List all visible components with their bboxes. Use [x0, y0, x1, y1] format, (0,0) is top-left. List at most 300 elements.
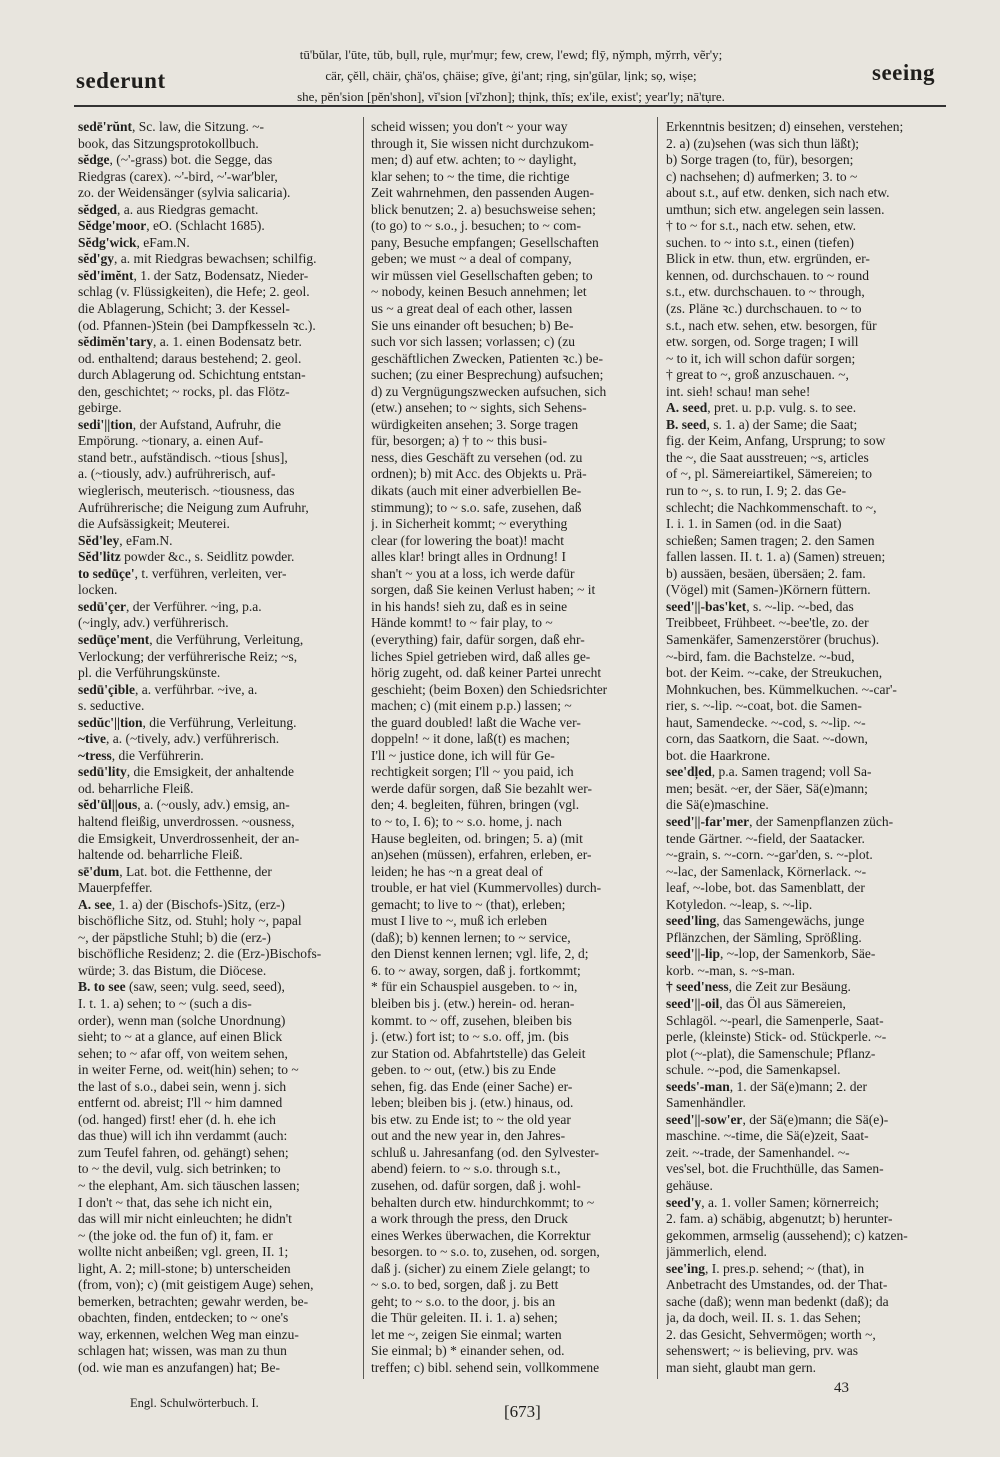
- dictionary-line: [666, 599, 946, 616]
- dictionary-line: [371, 466, 650, 483]
- line-content: [371, 1244, 600, 1261]
- column-middle: [371, 119, 650, 1377]
- dictionary-line: [78, 864, 357, 881]
- line-content: [666, 715, 866, 732]
- entry-text: I don't ~ that, das sehe ich nicht ein,: [78, 1194, 273, 1210]
- dictionary-line: [371, 1211, 650, 1228]
- line-content: [78, 599, 262, 616]
- line-content: [371, 979, 577, 996]
- dictionary-line: [666, 665, 946, 682]
- dictionary-line: [666, 698, 946, 715]
- line-content: [78, 1079, 286, 1096]
- dictionary-line: [371, 169, 650, 186]
- entry-text: bischöfliche Residenz; 2. die (Erz-)Bischofs-: [78, 946, 322, 962]
- entry-text: ~-grain, s. ~-corn. ~-gar'den, s. ~-plot.: [666, 847, 873, 863]
- dictionary-line: [666, 880, 946, 897]
- dictionary-line: [666, 715, 946, 732]
- headword: B. to see: [78, 979, 126, 995]
- dictionary-line: [78, 1029, 357, 1046]
- line-content: [78, 251, 316, 268]
- entry-text: Kotyledon. ~-leap, s. ~-lip.: [666, 896, 813, 912]
- line-content: [371, 1161, 561, 1178]
- headword: sedū'çible: [78, 681, 136, 697]
- headword: seed'||-oil: [666, 995, 720, 1011]
- line-content: [666, 748, 770, 765]
- entry-text: bischöfliche Sitz, od. Stuhl; holy ~, papal: [78, 913, 302, 929]
- dictionary-line: [78, 218, 357, 235]
- line-content: [666, 797, 769, 814]
- entry-text: (daß); b) kennen lernen; to ~ service,: [371, 929, 571, 945]
- entry-text: , die Emsigkeit, der anhaltende: [126, 764, 294, 780]
- dictionary-line: [371, 582, 650, 599]
- dictionary-line: [78, 748, 357, 765]
- entry-text: ~, der päpstliche Stuhl; b) die (erz-): [78, 929, 271, 945]
- entry-text: besorgen. to ~ s.o. to, zusehen, od. sorgen,: [371, 1244, 600, 1260]
- line-content: [78, 433, 263, 450]
- dictionary-line: [78, 1228, 357, 1245]
- dictionary-line: [666, 1062, 946, 1079]
- entry-text: Hände kommt! to ~ fair play, to ~: [371, 615, 553, 631]
- line-content: [666, 1228, 908, 1245]
- entry-text: kommt. to ~ off, zusehen, bleiben bis: [371, 1012, 572, 1028]
- line-content: [666, 996, 846, 1013]
- dictionary-line: [666, 1211, 946, 1228]
- dictionary-line: [666, 566, 946, 583]
- entry-text: 2. a) (zu)sehen (was sich thun läßt);: [666, 135, 860, 151]
- dictionary-line: [666, 781, 946, 798]
- entry-text: about s.t., auf etw. denken, sich nach etw.: [666, 185, 890, 201]
- line-content: [371, 136, 594, 153]
- entry-text: Samenkäfer, Samenzerstörer (bruchus).: [666, 631, 880, 647]
- entry-text: den; 4. begleiten, führen, bringen (vgl.: [371, 797, 580, 813]
- line-content: [78, 284, 310, 301]
- entry-text: b) aussäen, besäen, übersäen; 2. fam.: [666, 565, 866, 581]
- entry-text: to ~ to, I. 6); to ~ s.o. home, j. nach: [371, 813, 562, 829]
- entry-text: , Sc. law, die Sitzung. ~-: [132, 119, 265, 134]
- entry-text: dikats (auch mit einer adverbiellen Be-: [371, 483, 582, 499]
- line-content: [371, 1145, 599, 1162]
- entry-text: zeit. ~-trade, der Samenhandel. ~-: [666, 1144, 850, 1160]
- entry-text: ordnen); b) mit Acc. des Objekts u. Prä-: [371, 466, 587, 482]
- entry-text: (everything) fair, dafür sorgen, daß ehr-: [371, 631, 585, 647]
- entry-text: eines Werkes überwachen, die Korrektur: [371, 1227, 591, 1243]
- line-content: [371, 417, 578, 434]
- dictionary-line: [78, 516, 357, 533]
- line-content: [371, 334, 575, 351]
- line-content: [78, 1310, 288, 1327]
- line-content: [666, 1161, 884, 1178]
- dictionary-line: [666, 334, 946, 351]
- line-content: [371, 566, 575, 583]
- entry-text: d) zu Vergnügungszwecken aufsuchen, sich: [371, 383, 607, 399]
- headword: Sĕdge'moor: [78, 218, 147, 234]
- dictionary-line: [78, 549, 357, 566]
- dictionary-line: [371, 417, 650, 434]
- dictionary-line: [78, 649, 357, 666]
- entry-text: hörig zugeht, od. daß keiner Partei unrecht: [371, 665, 602, 681]
- line-content: [371, 500, 582, 517]
- dictionary-line: [371, 682, 650, 699]
- line-content: [666, 367, 849, 384]
- entry-text: leben; bleiben bis j. (etw.) hinaus, od.: [371, 1095, 574, 1111]
- dictionary-line: [371, 533, 650, 550]
- line-content: [371, 351, 603, 368]
- line-content: [371, 764, 574, 781]
- headword: seed'||-far'mer: [666, 813, 750, 829]
- entry-text: haltend fleißig, unverdrossen. ~ousness,: [78, 813, 295, 829]
- line-content: [666, 1310, 861, 1327]
- entry-text: an)sehen (müssen), erfahren, erleben, er-: [371, 847, 592, 863]
- headword: sedi'||tion: [78, 416, 133, 432]
- line-content: [371, 963, 581, 980]
- line-content: [666, 847, 873, 864]
- dictionary-line: [666, 152, 946, 169]
- dictionary-line: [78, 1145, 357, 1162]
- line-content: [371, 202, 596, 219]
- entry-text: trouble, er hat viel (Kummervolles) durch-: [371, 880, 602, 896]
- entry-text: man sieht, glaubt man gern.: [666, 1360, 816, 1376]
- dictionary-line: [666, 582, 946, 599]
- line-content: [78, 1327, 299, 1344]
- dictionary-line: [666, 1112, 946, 1129]
- line-content: [78, 1112, 276, 1129]
- entry-text: schlecht; die Nachkommenschaft. to ~,: [666, 499, 877, 515]
- entry-text: pany, Besuche empfangen; Gesellschaften: [371, 234, 599, 250]
- line-content: [371, 1095, 573, 1112]
- line-content: [78, 781, 193, 798]
- dictionary-line: [78, 1310, 357, 1327]
- line-content: [78, 831, 299, 848]
- line-content: [78, 500, 309, 517]
- page-number: [673]: [504, 1402, 541, 1421]
- entry-text: , der Sä(e)mann; die Sä(e)-: [742, 1111, 889, 1127]
- footer-signature: Engl. Schulwörterbuch. I.: [130, 1396, 259, 1410]
- entry-text: , t. verführen, verleiten, ver-: [134, 565, 287, 581]
- headword: Sĕd'litz: [78, 549, 121, 565]
- entry-text: geben; we must ~ a deal of company,: [371, 251, 572, 267]
- entry-text: kennen, od. durchschauen. to ~ round: [666, 267, 870, 283]
- line-content: [666, 665, 882, 682]
- dictionary-line: [666, 996, 946, 1013]
- dictionary-line: [78, 1046, 357, 1063]
- dictionary-line: [371, 847, 650, 864]
- entry-text: † great to ~, groß anzuschauen. ~,: [666, 367, 849, 383]
- entry-text: leaf, ~-lobe, bot. das Samenblatt, der: [666, 880, 865, 896]
- dictionary-line: [78, 698, 357, 715]
- column-divider: [363, 117, 364, 1379]
- line-content: [78, 301, 290, 318]
- line-content: [666, 384, 810, 401]
- entry-text: geschäftlichen Zwecken, Patienten ꝛc.) be-: [371, 350, 604, 366]
- column-right: [666, 119, 946, 1377]
- line-content: [78, 483, 295, 500]
- entry-text: , eO. (Schlacht 1685).: [146, 218, 265, 234]
- line-content: [666, 764, 871, 781]
- line-content: [78, 1128, 287, 1145]
- entry-text: etw. sorgen, od. Sorge tragen; I will: [666, 334, 859, 350]
- pronunciation-key-text: she, pĕn'sion [pĕn'shon], vĭ'sion [vĭ'zhon]; thịnk, thĭs; ex'ile, exist'; year'ly; nā'tụre.: [297, 89, 725, 104]
- dictionary-line: [78, 1112, 357, 1129]
- entry-text: Blick in etw. thun, etw. ergründen, er-: [666, 251, 870, 267]
- entry-text: maschine. ~-time, die Sä(e)zeit, Saat-: [666, 1128, 869, 1144]
- dictionary-line: [666, 235, 946, 252]
- dictionary-line: [78, 483, 357, 500]
- entry-text: das thue) will ich ihn verdammt (auch:: [78, 1128, 288, 1144]
- line-content: [371, 1261, 590, 1278]
- entry-text: geschieht; (beim Boxen) den Schiedsrichter: [371, 681, 608, 697]
- line-content: [78, 615, 229, 632]
- dictionary-line: [666, 814, 946, 831]
- line-content: [371, 433, 547, 450]
- dictionary-line: [666, 1013, 946, 1030]
- line-content: [78, 665, 220, 682]
- entry-text: men; besät. ~er, der Säer, Sä(e)mann;: [666, 780, 868, 796]
- header-rule: [74, 105, 946, 107]
- line-content: [371, 880, 601, 897]
- line-content: [78, 318, 316, 335]
- entry-text: treffen; c) bibl. sehend sein, vollkommene: [371, 1360, 600, 1376]
- line-content: [371, 649, 590, 666]
- entry-text: ~ to it, ich will schon dafür sorgen;: [666, 350, 856, 366]
- entry-text: (saw, seen; vulg. seed, seed),: [125, 979, 285, 995]
- entry-text: Anbetracht des Umstandes, od. der That-: [666, 1277, 888, 1293]
- dictionary-line: [78, 979, 357, 996]
- dictionary-line: [78, 913, 357, 930]
- line-content: [371, 268, 593, 285]
- line-content: [666, 814, 893, 831]
- dictionary-line: [666, 847, 946, 864]
- entry-text: 2. das Gesicht, Sehvermögen; worth ~,: [666, 1326, 876, 1342]
- line-content: [666, 136, 859, 153]
- dictionary-line: [371, 202, 650, 219]
- entry-text: machen; c) (mit einem p.p.) lassen; ~: [371, 698, 572, 714]
- line-content: [666, 218, 856, 235]
- headword: to sedūçe': [78, 565, 135, 581]
- entry-text: ves'sel, bot. die Fruchthülle, das Samen-: [666, 1161, 884, 1177]
- headword: sedē'rŭnt: [78, 119, 132, 134]
- entry-text: way, erkennen, welchen Weg man einzu-: [78, 1326, 299, 1342]
- entry-text: in weiter Ferne, od. weit(hin) sehen; to ~: [78, 1062, 299, 1078]
- dictionary-line: [371, 715, 650, 732]
- dictionary-line: [666, 318, 946, 335]
- entry-text: (od. Pfannen-)Stein (bei Dampfkesseln ꝛc.).: [78, 317, 316, 333]
- dictionary-line: [78, 384, 357, 401]
- entry-text: bot. die Haarkrone.: [666, 747, 771, 763]
- dictionary-line: [78, 764, 357, 781]
- dictionary-line: [666, 136, 946, 153]
- line-content: [371, 450, 582, 467]
- line-content: [78, 1294, 308, 1311]
- entry-text: fig. der Keim, Anfang, Ursprung; to sow: [666, 433, 886, 449]
- dictionary-line: [666, 632, 946, 649]
- entry-text: let me ~, zeigen Sie einmal; warten: [371, 1326, 562, 1342]
- entry-text: , die Verführung, Verleitung,: [149, 631, 304, 647]
- dictionary-line: [666, 384, 946, 401]
- line-content: [666, 880, 865, 897]
- dictionary-line: [78, 566, 357, 583]
- dictionary-line: [666, 963, 946, 980]
- line-content: [666, 516, 841, 533]
- line-content: [78, 400, 122, 417]
- dictionary-line: [666, 202, 946, 219]
- dictionary-line: [371, 500, 650, 517]
- entry-text: bot. der Keim. ~-cake, der Streukuchen,: [666, 665, 883, 681]
- entry-text: Schlagöl. ~-pearl, die Samenperle, Saat-: [666, 1012, 884, 1028]
- dictionary-line: [666, 218, 946, 235]
- line-content: [666, 1095, 746, 1112]
- dictionary-line: [371, 1145, 650, 1162]
- dictionary-line: [371, 367, 650, 384]
- dictionary-line: [78, 351, 357, 368]
- running-head-last-word: seeing: [872, 60, 936, 85]
- entry-text: bis etw. zu Ende ist; to ~ the old year: [371, 1111, 571, 1127]
- dictionary-line: [666, 946, 946, 963]
- entry-text: (od. wie man es anzufangen) hat; Be-: [78, 1360, 281, 1376]
- line-content: [371, 533, 564, 550]
- entry-text: Treibbeet, Frühbeet. ~-bee'tle, zo. der: [666, 615, 869, 631]
- entry-text: (from, von); c) (mit geistigem Auge) sehen,: [78, 1277, 314, 1293]
- entry-text: , Lat. bot. die Fetthenne, der: [119, 863, 272, 879]
- entry-text: entfernt od. abreist; I'll ~ him damned: [78, 1095, 283, 1111]
- entry-text: gebirge.: [78, 400, 122, 416]
- line-content: [666, 1112, 888, 1129]
- entry-text: Sie einmal; b) * einander sehen, od.: [371, 1343, 565, 1359]
- line-content: [371, 251, 572, 268]
- line-content: [666, 897, 812, 914]
- line-content: [666, 235, 854, 252]
- line-content: [666, 1211, 893, 1228]
- entry-text: I'll ~ justice done, ich will für Ge-: [371, 747, 555, 763]
- dictionary-line: [666, 1029, 946, 1046]
- dictionary-line: [371, 1062, 650, 1079]
- entry-text: , die Zeit zur Besäung.: [728, 979, 851, 995]
- line-content: [78, 764, 294, 781]
- entry-text: , a. mit Riedgras bewachsen; schilfig.: [114, 251, 317, 267]
- pronunciation-key: [228, 44, 794, 107]
- dictionary-line: [666, 930, 946, 947]
- dictionary-line: [78, 715, 357, 732]
- dictionary-line: [371, 930, 650, 947]
- entry-text: run to ~, s. to run, I. 9; 2. das Ge-: [666, 483, 847, 499]
- dictionary-line: [78, 1013, 357, 1030]
- dictionary-line: [371, 814, 650, 831]
- line-content: [666, 632, 879, 649]
- line-content: [666, 1145, 850, 1162]
- line-content: [371, 1128, 565, 1145]
- entry-text: , eFam.N.: [119, 532, 173, 548]
- line-content: [78, 152, 272, 169]
- entry-text: corn, das Saatkorn, die Saat. ~-down,: [666, 731, 868, 747]
- line-content: [666, 1178, 713, 1195]
- entry-text: Hause begleiten, od. bringen; 5. a) (mit: [371, 830, 583, 846]
- line-content: [78, 1029, 282, 1046]
- entry-text: j. in Sicherheit kommt; ~ everything: [371, 516, 568, 532]
- dictionary-line: [371, 665, 650, 682]
- entry-text: s. seductive.: [78, 698, 145, 714]
- dictionary-line: [78, 1161, 357, 1178]
- dictionary-line: [666, 516, 946, 533]
- entry-text: clear (for lowering the boat)! macht: [371, 532, 565, 548]
- dictionary-line: [666, 284, 946, 301]
- entry-text: sehenswert; ~ is believing, prv. was: [666, 1343, 859, 1359]
- headword: seed'||-sow'er: [666, 1111, 743, 1127]
- entry-text: to ~ the devil, vulg. sich betrinken; to: [78, 1161, 281, 1177]
- line-content: [78, 649, 297, 666]
- headword: sedūçe'ment: [78, 631, 150, 647]
- dictionary-line: [78, 1244, 357, 1261]
- dictionary-line: [78, 119, 357, 136]
- dictionary-line: [666, 400, 946, 417]
- dictionary-line: [371, 1294, 650, 1311]
- entry-text: (to go) to ~ s.o., j. besuchen; to ~ com-: [371, 218, 581, 234]
- entry-text: , die Verführerin.: [111, 747, 204, 763]
- line-content: [666, 599, 854, 616]
- line-content: [371, 1310, 558, 1327]
- line-content: [78, 797, 290, 814]
- entry-text: bemerken, betrachten; gewahr werden, be-: [78, 1293, 309, 1309]
- line-content: [371, 218, 581, 235]
- entry-text: * für ein Schauspiel ausgeben. to ~ in,: [371, 979, 578, 995]
- entry-text: fallen lassen. II. t. 1. a) (Samen) streuen;: [666, 549, 886, 565]
- entry-text: liches Spiel getrieben wird, daß alles ge-: [371, 648, 591, 664]
- line-content: [666, 1327, 876, 1344]
- dictionary-line: [78, 831, 357, 848]
- line-content: [371, 797, 579, 814]
- dictionary-line: [371, 1277, 650, 1294]
- entry-text: † to ~ for s.t., nach etw. sehen, etw.: [666, 218, 857, 234]
- line-content: [371, 1112, 571, 1129]
- entry-text: die Aufsässigkeit; Meuterei.: [78, 516, 230, 532]
- dictionary-line: [78, 665, 357, 682]
- line-content: [78, 698, 144, 715]
- dictionary-line: [371, 1327, 650, 1344]
- dictionary-line: [78, 1327, 357, 1344]
- dictionary-line: [371, 1079, 650, 1096]
- line-content: [371, 1294, 555, 1311]
- line-content: [78, 169, 278, 186]
- line-content: [78, 582, 117, 599]
- line-content: [78, 1228, 273, 1245]
- line-content: [371, 847, 592, 864]
- dictionary-line: [666, 649, 946, 666]
- headword: sĕdimĕn'tary: [78, 334, 153, 350]
- entry-text: in his hands! sieh zu, daß es in seine: [371, 598, 568, 614]
- dictionary-line: [78, 1062, 357, 1079]
- dictionary-line: [666, 1128, 946, 1145]
- dictionary-line: [371, 897, 650, 914]
- entry-text: obachten, finden, entdecken; to ~ one's: [78, 1310, 289, 1326]
- dictionary-line: [666, 1228, 946, 1245]
- dictionary-line: [78, 1095, 357, 1112]
- entry-text: , ~-lop, der Samenkorb, Säe-: [719, 946, 876, 962]
- line-content: [666, 1261, 864, 1278]
- dictionary-line: [371, 1095, 650, 1112]
- entry-text: die Thür geleiten. II. i. 1. a) sehen;: [371, 1310, 558, 1326]
- line-content: [371, 367, 603, 384]
- entry-text: , der Samenpflanzen züch-: [749, 813, 894, 829]
- line-content: [666, 318, 877, 335]
- dictionary-line: [371, 185, 650, 202]
- dictionary-line: [666, 268, 946, 285]
- dictionary-line: [371, 218, 650, 235]
- dictionary-line: [78, 433, 357, 450]
- dictionary-line: [666, 1360, 946, 1377]
- entry-text: , die Verführung, Verleitung.: [142, 714, 297, 730]
- entry-text: a. (~tiously, adv.) aufrührerisch, auf-: [78, 466, 276, 482]
- dictionary-line: [371, 1244, 650, 1261]
- line-content: [78, 930, 271, 947]
- line-content: [666, 152, 853, 169]
